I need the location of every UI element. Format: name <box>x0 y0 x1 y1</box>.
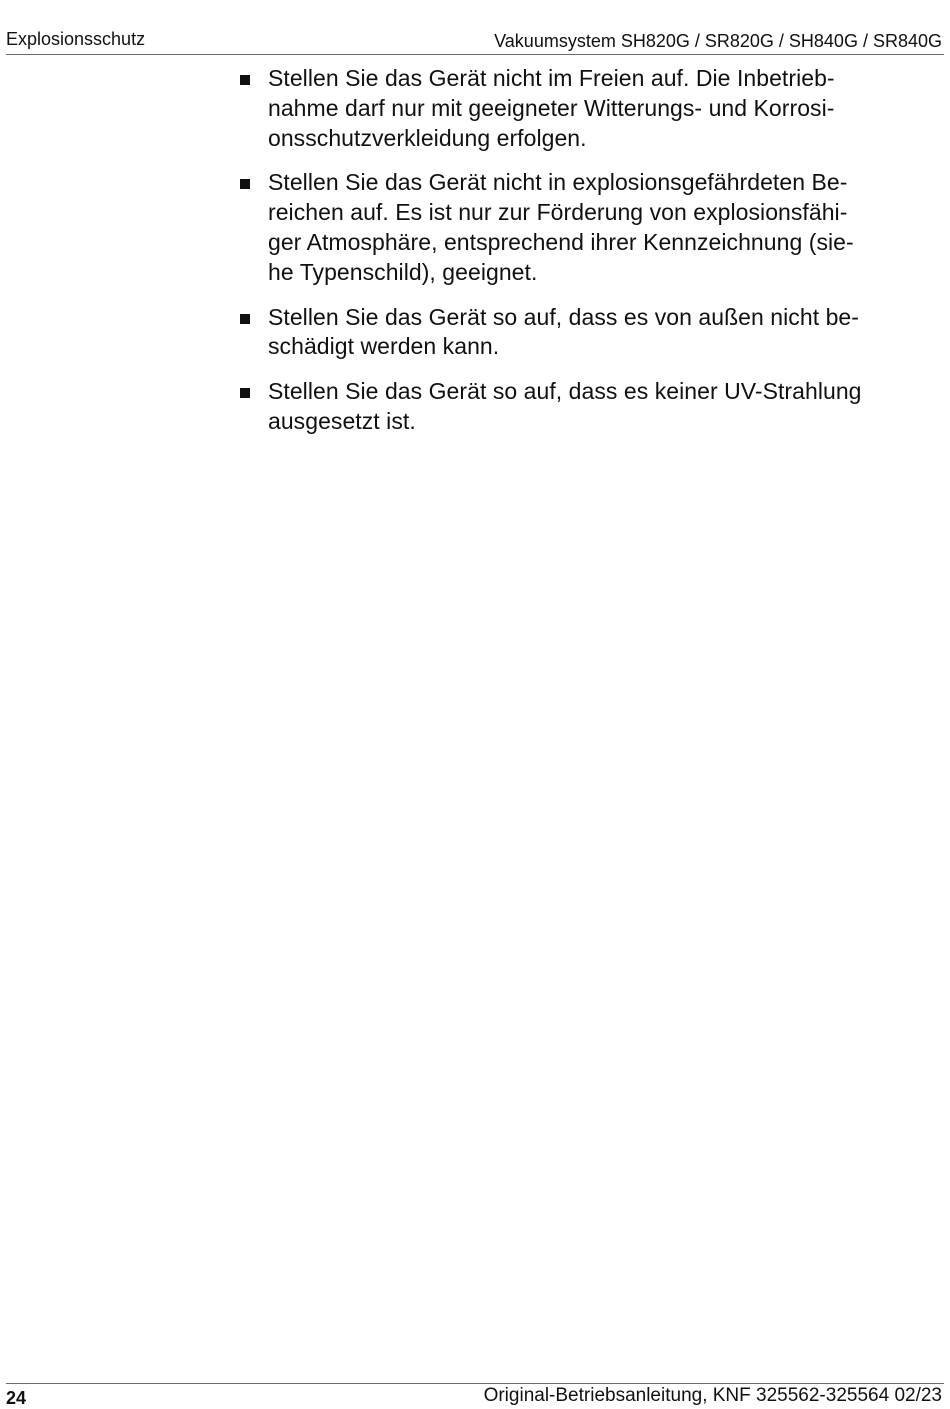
bullet-line: reichen auf. Es ist nur zur Förderung von explosionsfähi- <box>268 199 848 226</box>
page-header <box>6 28 944 55</box>
product-title: Vakuumsystem SH820G / SR820G / SH840G / SR840G <box>494 31 942 51</box>
bullet-line: Stellen Sie das Gerät so auf, dass es von außen nicht be- <box>268 303 859 330</box>
list-item <box>238 303 938 363</box>
list-item <box>238 168 938 287</box>
main-content <box>238 64 938 452</box>
page-number: 24 <box>6 1388 27 1408</box>
square-bullet-icon <box>240 388 250 398</box>
square-bullet-icon <box>240 75 250 85</box>
bullet-line: nahme darf nur mit geeigneter Witterungs- und Korrosi- <box>268 94 835 121</box>
list-item <box>238 64 938 153</box>
bullet-list <box>238 64 938 437</box>
bullet-line: Stellen Sie das Gerät nicht im Freien auf. Die Inbetrieb- <box>268 65 835 91</box>
square-bullet-icon <box>240 314 250 324</box>
bullet-line: ger Atmosphäre, entsprechend ihrer Kennzeichnung (sie- <box>268 228 854 255</box>
bullet-line: Stellen Sie das Gerät nicht in explosionsgefährdeten Be- <box>268 169 848 196</box>
square-bullet-icon <box>240 179 250 189</box>
bullet-line: Stellen Sie das Gerät so auf, dass es keiner UV-Strahlung <box>268 378 862 405</box>
page-footer <box>6 1383 944 1408</box>
bullet-line: onsschutzverkleidung erfolgen. <box>268 124 587 151</box>
bullet-line: schädigt werden kann. <box>268 333 500 360</box>
document-reference: Original-Betriebsanleitung, KNF 325562-325564 02/23 <box>483 1385 942 1406</box>
bullet-line: he Typenschild), geeignet. <box>268 258 538 285</box>
section-title: Explosionsschutz <box>6 29 146 49</box>
list-item <box>238 377 938 437</box>
bullet-line: ausgesetzt ist. <box>268 407 416 434</box>
